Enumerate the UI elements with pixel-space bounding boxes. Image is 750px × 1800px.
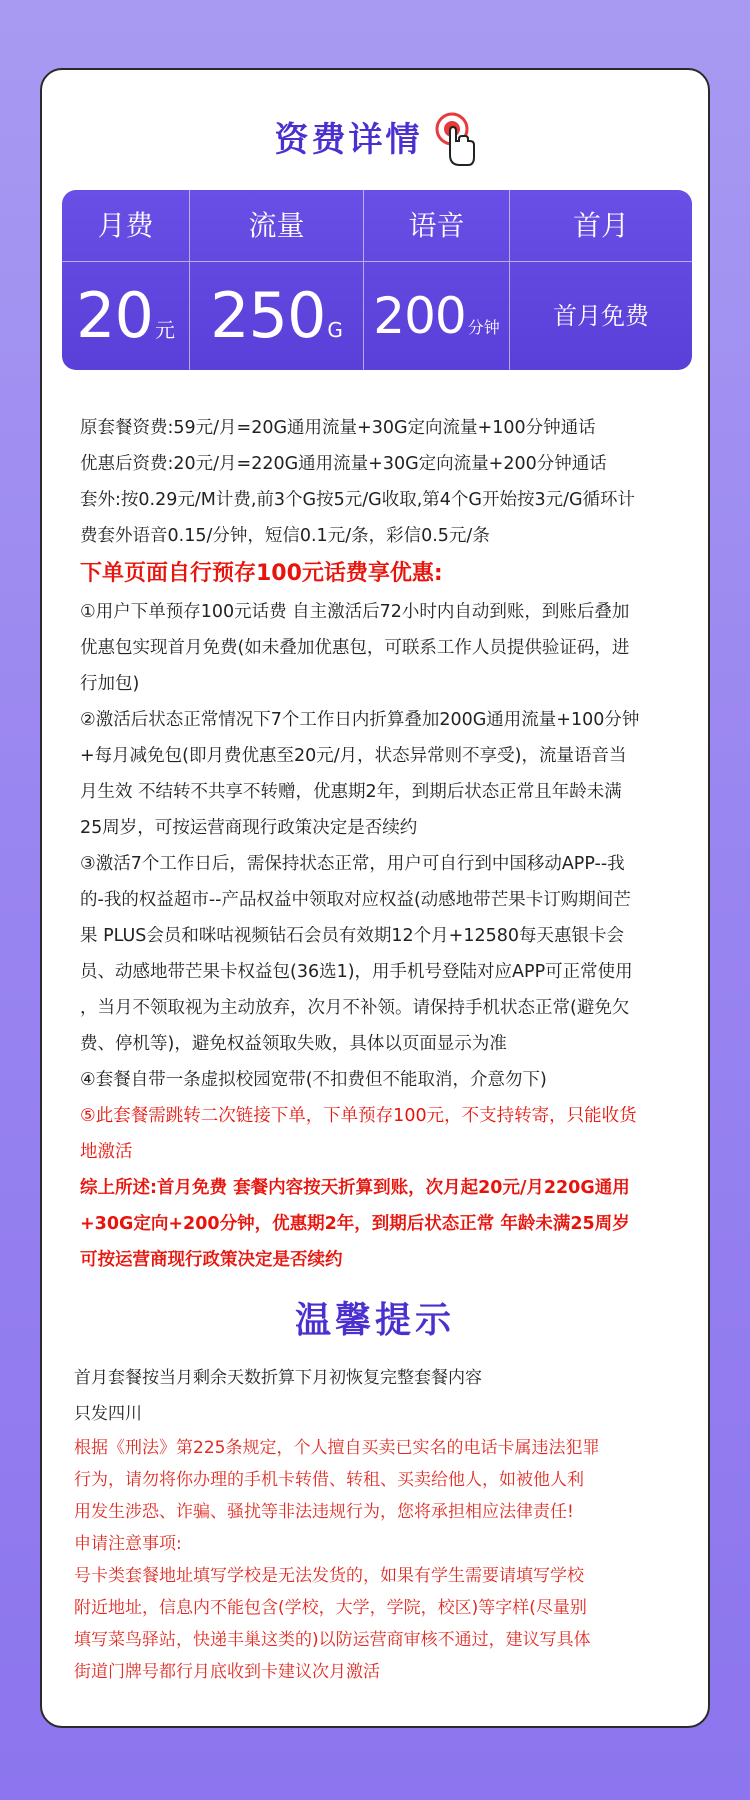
first-month-free: 首月免费 <box>553 302 649 330</box>
data-column <box>190 190 364 370</box>
detail-line: 套外:按0.29元/M计费,前3个G按5元/G收取,第4个G开始按3元/G循环计 <box>80 490 636 510</box>
warning-line: 行为，请勿将你办理的手机卡转借、转租、买卖给他人，如被他人利 <box>74 1470 584 1490</box>
item-line: ④套餐自带一条虚拟校园宽带(不扣费但不能取消，介意勿下) <box>80 1070 547 1090</box>
tips <box>74 1360 684 1688</box>
summary-line: 综上所述:首月免费 套餐内容按天折算到账，次月起20元/月220G通用 <box>80 1178 630 1198</box>
item-line: ③激活7个工作日后，需保持状态正常，用户可自行到中国移动APP--我 <box>80 854 625 874</box>
item-line: 的-我的权益超市--产品权益中领取对应权益(动感地带芒果卡订购期间芒 <box>80 890 631 910</box>
item-line: ，当月不领取视为主动放弃，次月不补领。请保持手机状态正常(避免欠 <box>80 998 630 1018</box>
item-line: ②激活后状态正常情况下7个工作日内折算叠加200G通用流量+100分钟 <box>80 710 640 730</box>
voice-number: 200 <box>373 287 466 345</box>
item-line: +每月减免包(即月费优惠至20元/月，状态异常则不享受)，流量语音当 <box>80 746 627 766</box>
first-month-header: 首月 <box>510 190 692 262</box>
tip-line: 首月套餐按当月剩余天数折算下月初恢复完整套餐内容 <box>74 1368 482 1388</box>
item-line: 费、停机等)，避免权益领取失败，具体以页面显示为准 <box>80 1034 507 1054</box>
warning-line: 号卡类套餐地址填写学校是无法发货的，如果有学生需要请填写学校 <box>74 1566 584 1586</box>
notice-line: 地激活 <box>80 1142 133 1162</box>
title-row <box>42 110 708 170</box>
pointer-hand-icon <box>432 111 476 169</box>
warning-line: 附近地址，信息内不能包含(学校，大学，学院，校区)等字样(尽量别 <box>74 1598 587 1618</box>
summary-line: +30G定向+200分钟，优惠期2年，到期后状态正常 年龄未满25周岁 <box>80 1214 630 1234</box>
warning-line: 填写菜鸟驿站，快递丰巢这类的)以防运营商审核不通过，建议写具体 <box>74 1630 591 1650</box>
tip-line: 只发四川 <box>74 1404 142 1424</box>
notice-heading: 申请注意事项: <box>74 1534 182 1554</box>
first-month-column <box>510 190 692 370</box>
item-line: 员、动感地带芒果卡权益包(36选1)，用手机号登陆对应APP可正常使用 <box>80 962 633 982</box>
details <box>80 410 680 1278</box>
fee-value <box>62 262 189 370</box>
fee-unit: 元 <box>154 318 175 342</box>
first-month-value <box>510 262 692 370</box>
tips-title: 温馨提示 <box>294 1300 455 1341</box>
voice-column <box>364 190 510 370</box>
detail-line: 原套餐资费:59元/月=20G通用流量+30G定向流量+100分钟通话 <box>80 418 596 438</box>
item-line: 月生效 不结转不共享不转赠，优惠期2年，到期后状态正常且年龄未满 <box>80 782 622 802</box>
item-line: 行加包) <box>80 674 140 694</box>
fee-column <box>62 190 190 370</box>
data-value <box>190 262 363 370</box>
voice-header: 语音 <box>364 190 509 262</box>
voice-unit: 分钟 <box>467 318 500 337</box>
fee-header: 月费 <box>62 190 189 262</box>
item-line: ①用户下单预存100元话费 自主激活后72小时内自动到账，到账后叠加 <box>80 602 630 622</box>
voice-value <box>364 262 509 370</box>
item-line: 果 PLUS会员和咪咕视频钻石会员有效期12个月+12580每天惠银卡会 <box>80 926 625 946</box>
data-number: 250 <box>210 279 326 352</box>
detail-line: 优惠后资费:20元/月=220G通用流量+30G定向流量+200分钟通话 <box>80 454 607 474</box>
warning-line: 街道门牌号都行月底收到卡建议次月激活 <box>74 1662 380 1682</box>
detail-line: 费套外语音0.15/分钟，短信0.1元/条，彩信0.5元/条 <box>80 526 490 546</box>
fee-number: 20 <box>76 279 153 352</box>
data-unit: G <box>327 318 343 342</box>
data-header: 流量 <box>190 190 363 262</box>
price-table <box>62 190 692 370</box>
item-line: 优惠包实现首月免费(如未叠加优惠包，可联系工作人员提供验证码，进 <box>80 638 630 658</box>
warning-line: 根据《刑法》第225条规定，个人擅自买卖已实名的电话卡属违法犯罪 <box>74 1438 600 1458</box>
item-line: 25周岁，可按运营商现行政策决定是否续约 <box>80 818 418 838</box>
tariff-card <box>40 68 710 1728</box>
notice-line: ⑤此套餐需跳转二次链接下单，下单预存100元，不支持转寄，只能收货 <box>80 1106 637 1126</box>
summary-line: 可按运营商现行政策决定是否续约 <box>80 1250 343 1270</box>
page-title: 资费详情 <box>274 120 423 160</box>
prepay-heading: 下单页面自行预存100元话费享优惠: <box>80 561 443 586</box>
warning-line: 用发生涉恐、诈骗、骚扰等非法违规行为，您将承担相应法律责任! <box>74 1502 574 1522</box>
